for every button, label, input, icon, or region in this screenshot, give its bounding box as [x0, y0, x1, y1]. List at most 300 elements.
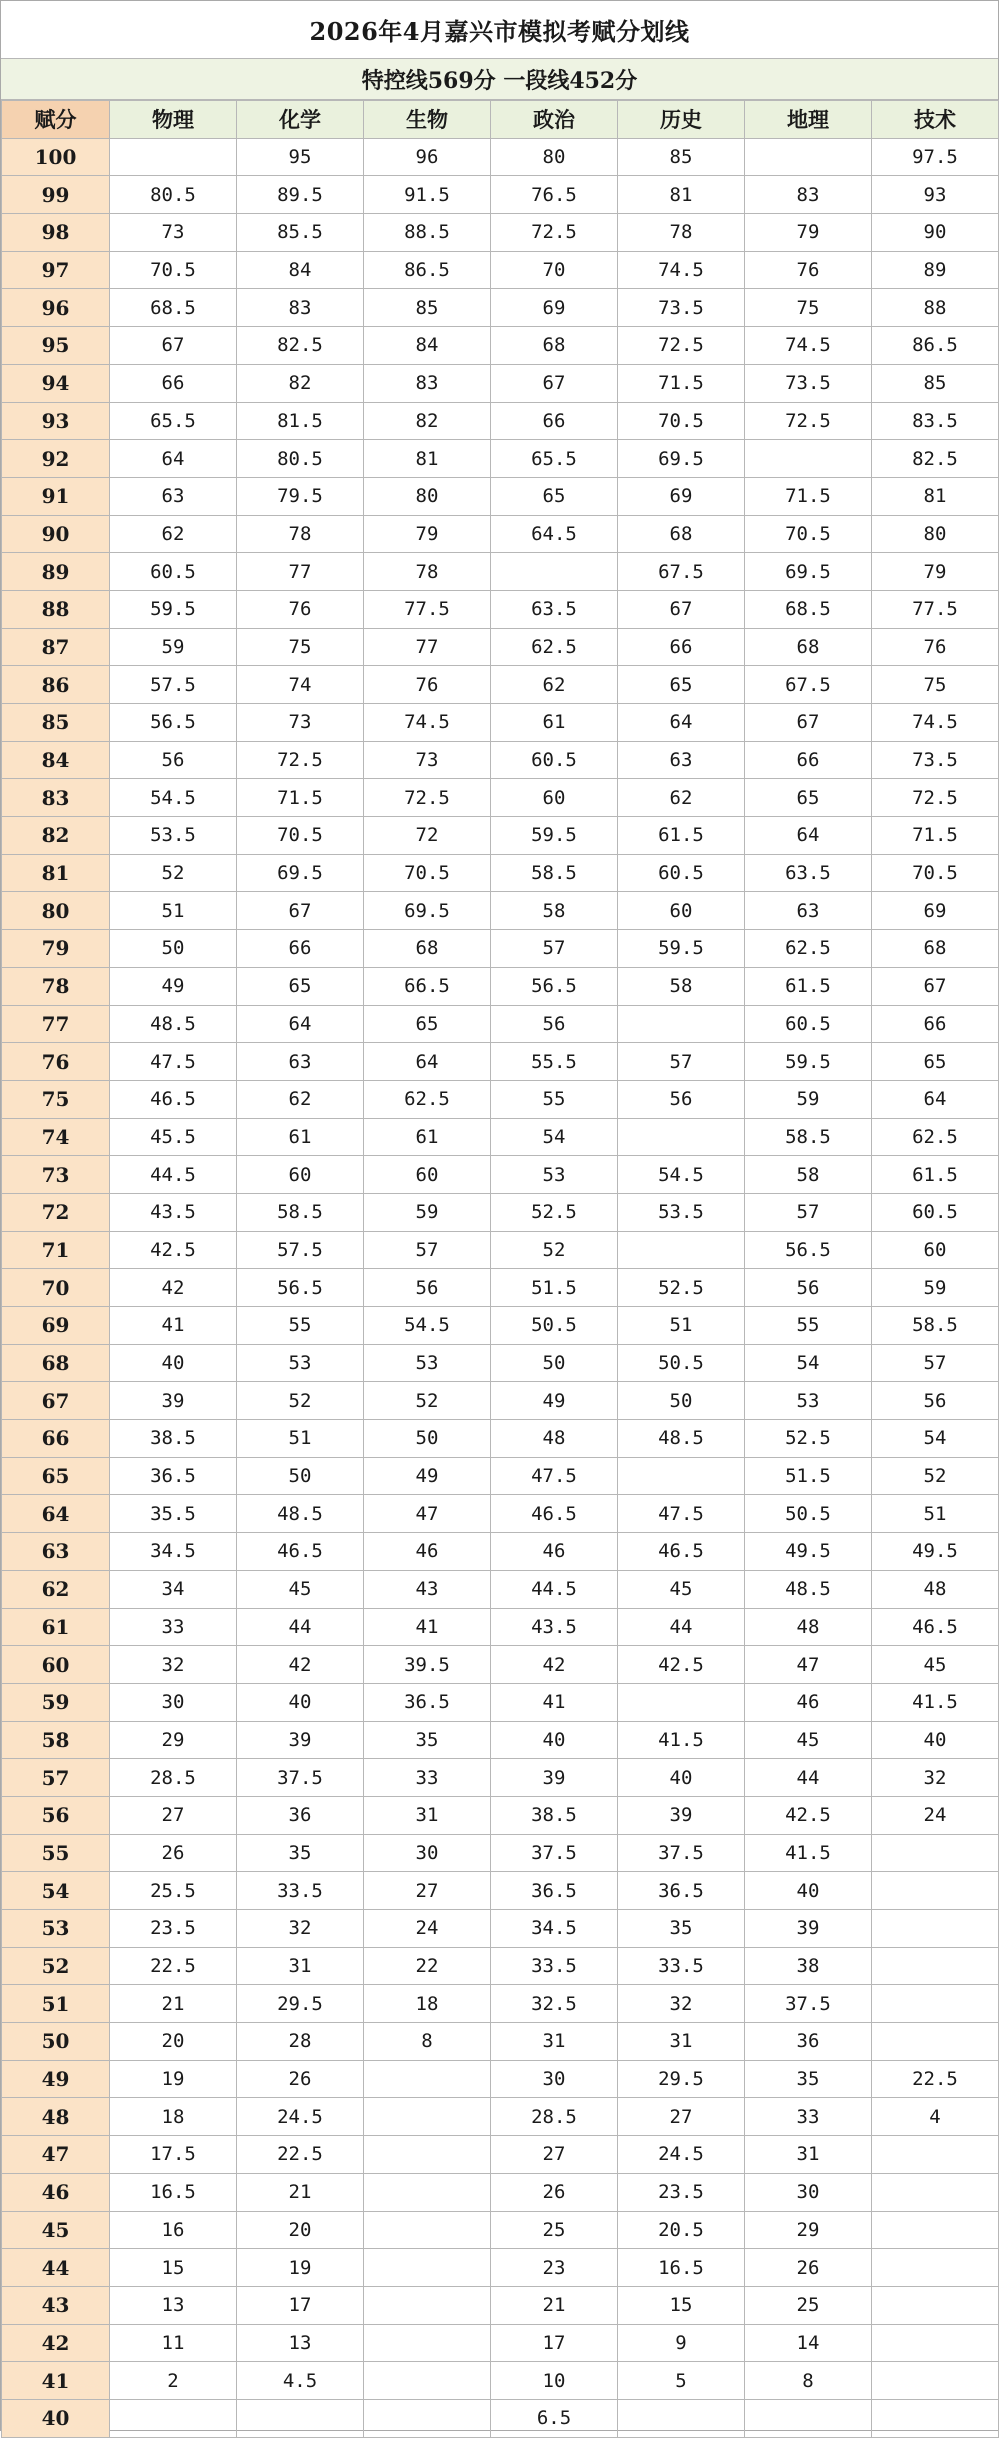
score-cell: 97 — [2, 251, 110, 289]
raw-score-cell: 24 — [364, 1910, 491, 1948]
raw-score-cell: 25 — [745, 2286, 872, 2324]
table-row — [2, 741, 999, 779]
score-cell: 77 — [2, 1005, 110, 1043]
raw-score-cell: 60.5 — [110, 553, 237, 591]
score-cell: 45 — [2, 2211, 110, 2249]
raw-score-cell: 68.5 — [745, 590, 872, 628]
score-cell: 75 — [2, 1080, 110, 1118]
raw-score-cell: 58.5 — [872, 1307, 999, 1345]
raw-score-cell: 71.5 — [618, 364, 745, 402]
raw-score-cell: 79 — [872, 553, 999, 591]
raw-score-cell: 50.5 — [491, 1307, 618, 1345]
raw-score-cell: 80.5 — [110, 176, 237, 214]
score-cell: 54 — [2, 1872, 110, 1910]
raw-score-cell: 86.5 — [364, 251, 491, 289]
raw-score-cell: 52 — [872, 1457, 999, 1495]
raw-score-cell: 54 — [872, 1420, 999, 1458]
score-cell: 46 — [2, 2173, 110, 2211]
raw-score-cell: 32.5 — [491, 1985, 618, 2023]
table-row — [2, 1985, 999, 2023]
raw-score-cell: 52.5 — [745, 1420, 872, 1458]
raw-score-cell: 58.5 — [237, 1193, 364, 1231]
raw-score-cell: 18 — [364, 1985, 491, 2023]
raw-score-cell: 80 — [364, 477, 491, 515]
score-cell: 91 — [2, 477, 110, 515]
raw-score-cell — [745, 2399, 872, 2437]
raw-score-cell: 51 — [110, 892, 237, 930]
raw-score-cell: 89 — [872, 251, 999, 289]
table-row — [2, 364, 999, 402]
raw-score-cell: 49.5 — [872, 1533, 999, 1571]
raw-score-cell: 48 — [491, 1420, 618, 1458]
raw-score-cell: 75 — [872, 666, 999, 704]
table-row — [2, 1005, 999, 1043]
score-cell: 60 — [2, 1646, 110, 1684]
raw-score-cell: 15 — [618, 2286, 745, 2324]
raw-score-cell: 50 — [364, 1420, 491, 1458]
raw-score-cell: 78 — [237, 515, 364, 553]
raw-score-cell: 30 — [491, 2060, 618, 2098]
raw-score-cell: 52 — [237, 1382, 364, 1420]
raw-score-cell: 72.5 — [745, 402, 872, 440]
raw-score-cell: 62 — [491, 666, 618, 704]
raw-score-cell: 54.5 — [618, 1156, 745, 1194]
raw-score-cell: 61 — [364, 1118, 491, 1156]
raw-score-cell: 47.5 — [491, 1457, 618, 1495]
score-cell: 74 — [2, 1118, 110, 1156]
raw-score-cell: 59 — [110, 628, 237, 666]
raw-score-cell: 42.5 — [618, 1646, 745, 1684]
raw-score-cell: 88 — [872, 289, 999, 327]
raw-score-cell: 73.5 — [745, 364, 872, 402]
table-row — [2, 628, 999, 666]
raw-score-cell: 43.5 — [491, 1608, 618, 1646]
raw-score-cell: 37.5 — [618, 1834, 745, 1872]
table-row — [2, 138, 999, 176]
raw-score-cell: 62.5 — [364, 1080, 491, 1118]
score-cell: 98 — [2, 214, 110, 252]
raw-score-cell: 28.5 — [110, 1759, 237, 1797]
raw-score-cell — [364, 2286, 491, 2324]
table-row — [2, 1118, 999, 1156]
raw-score-cell — [745, 138, 872, 176]
table-row — [2, 1382, 999, 1420]
score-cell: 94 — [2, 364, 110, 402]
raw-score-cell: 46.5 — [872, 1608, 999, 1646]
raw-score-cell: 46 — [745, 1683, 872, 1721]
raw-score-cell — [618, 2399, 745, 2437]
score-cell: 92 — [2, 440, 110, 478]
raw-score-cell: 34 — [110, 1570, 237, 1608]
raw-score-cell: 44 — [237, 1608, 364, 1646]
raw-score-cell: 32 — [110, 1646, 237, 1684]
score-cell: 67 — [2, 1382, 110, 1420]
raw-score-cell: 58 — [618, 967, 745, 1005]
raw-score-cell: 47 — [745, 1646, 872, 1684]
score-cell: 93 — [2, 402, 110, 440]
raw-score-cell: 58.5 — [745, 1118, 872, 1156]
raw-score-cell — [872, 2362, 999, 2400]
raw-score-cell: 97.5 — [872, 138, 999, 176]
score-cell: 61 — [2, 1608, 110, 1646]
raw-score-cell: 66.5 — [364, 967, 491, 1005]
raw-score-cell: 80.5 — [237, 440, 364, 478]
raw-score-cell: 42 — [491, 1646, 618, 1684]
raw-score-cell: 25.5 — [110, 1872, 237, 1910]
raw-score-cell: 11 — [110, 2324, 237, 2362]
raw-score-cell: 44.5 — [491, 1570, 618, 1608]
raw-score-cell: 65.5 — [110, 402, 237, 440]
table-row — [2, 1231, 999, 1269]
score-table — [1, 100, 999, 2438]
raw-score-cell: 68 — [491, 327, 618, 365]
raw-score-cell: 17 — [237, 2286, 364, 2324]
raw-score-cell: 24.5 — [237, 2098, 364, 2136]
column-header-score: 赋分 — [2, 101, 110, 139]
raw-score-cell — [872, 2249, 999, 2287]
raw-score-cell: 83 — [745, 176, 872, 214]
raw-score-cell: 29 — [110, 1721, 237, 1759]
score-cell: 59 — [2, 1683, 110, 1721]
raw-score-cell: 38.5 — [110, 1420, 237, 1458]
raw-score-cell: 46.5 — [110, 1080, 237, 1118]
raw-score-cell: 13 — [237, 2324, 364, 2362]
table-row — [2, 251, 999, 289]
table-row — [2, 1533, 999, 1571]
raw-score-cell: 26 — [745, 2249, 872, 2287]
raw-score-cell: 41 — [110, 1307, 237, 1345]
table-row — [2, 176, 999, 214]
raw-score-cell: 31 — [237, 1947, 364, 1985]
raw-score-cell: 55 — [745, 1307, 872, 1345]
score-cell: 90 — [2, 515, 110, 553]
raw-score-cell: 66 — [618, 628, 745, 666]
raw-score-cell: 72.5 — [364, 779, 491, 817]
raw-score-cell: 17 — [491, 2324, 618, 2362]
raw-score-cell: 46.5 — [618, 1533, 745, 1571]
score-cell: 78 — [2, 967, 110, 1005]
table-row — [2, 704, 999, 742]
raw-score-cell: 19 — [237, 2249, 364, 2287]
raw-score-cell: 59 — [872, 1269, 999, 1307]
raw-score-cell: 63 — [618, 741, 745, 779]
raw-score-cell — [618, 1683, 745, 1721]
raw-score-cell: 48.5 — [745, 1570, 872, 1608]
raw-score-cell: 10 — [491, 2362, 618, 2400]
raw-score-cell: 83 — [364, 364, 491, 402]
raw-score-cell: 52 — [110, 854, 237, 892]
raw-score-cell: 35 — [237, 1834, 364, 1872]
raw-score-cell: 23.5 — [618, 2173, 745, 2211]
raw-score-cell — [364, 2399, 491, 2437]
cutoff-bar — [1, 59, 998, 100]
raw-score-cell: 64 — [364, 1043, 491, 1081]
table-row — [2, 1947, 999, 1985]
raw-score-cell: 6.5 — [491, 2399, 618, 2437]
raw-score-cell: 15 — [110, 2249, 237, 2287]
raw-score-cell: 66 — [872, 1005, 999, 1043]
raw-score-cell: 61.5 — [872, 1156, 999, 1194]
score-cell: 71 — [2, 1231, 110, 1269]
raw-score-cell: 39.5 — [364, 1646, 491, 1684]
raw-score-cell: 50 — [618, 1382, 745, 1420]
raw-score-cell: 39 — [745, 1910, 872, 1948]
raw-score-cell — [110, 138, 237, 176]
table-row — [2, 2399, 999, 2437]
raw-score-cell: 60.5 — [618, 854, 745, 892]
column-header-subject: 历史 — [618, 101, 745, 139]
raw-score-cell: 47.5 — [110, 1043, 237, 1081]
score-cell: 40 — [2, 2399, 110, 2437]
raw-score-cell: 42 — [110, 1269, 237, 1307]
raw-score-cell: 25 — [491, 2211, 618, 2249]
raw-score-cell: 61.5 — [745, 967, 872, 1005]
raw-score-cell: 22.5 — [237, 2136, 364, 2174]
raw-score-cell: 56.5 — [745, 1231, 872, 1269]
raw-score-cell: 51.5 — [745, 1457, 872, 1495]
raw-score-cell: 8 — [364, 2023, 491, 2061]
raw-score-cell: 69.5 — [237, 854, 364, 892]
raw-score-cell: 42.5 — [745, 1796, 872, 1834]
raw-score-cell: 19 — [110, 2060, 237, 2098]
table-row — [2, 1193, 999, 1231]
raw-score-cell: 57.5 — [110, 666, 237, 704]
raw-score-cell: 60 — [872, 1231, 999, 1269]
table-row — [2, 779, 999, 817]
raw-score-cell: 14 — [745, 2324, 872, 2362]
table-row — [2, 2211, 999, 2249]
raw-score-cell: 17.5 — [110, 2136, 237, 2174]
raw-score-cell: 18 — [110, 2098, 237, 2136]
table-row — [2, 1608, 999, 1646]
raw-score-cell: 26 — [110, 1834, 237, 1872]
raw-score-cell: 42.5 — [110, 1231, 237, 1269]
raw-score-cell: 65 — [872, 1043, 999, 1081]
table-row — [2, 930, 999, 968]
raw-score-cell: 76 — [745, 251, 872, 289]
score-cell: 50 — [2, 2023, 110, 2061]
raw-score-cell: 34.5 — [491, 1910, 618, 1948]
raw-score-cell: 75 — [745, 289, 872, 327]
raw-score-cell: 83.5 — [872, 402, 999, 440]
raw-score-cell: 77.5 — [364, 590, 491, 628]
raw-score-cell: 65 — [745, 779, 872, 817]
raw-score-cell: 52.5 — [618, 1269, 745, 1307]
score-cell: 53 — [2, 1910, 110, 1948]
raw-score-cell: 84 — [237, 251, 364, 289]
score-cell: 64 — [2, 1495, 110, 1533]
table-row — [2, 402, 999, 440]
score-cell: 52 — [2, 1947, 110, 1985]
raw-score-cell: 67 — [872, 967, 999, 1005]
raw-score-cell: 66 — [237, 930, 364, 968]
raw-score-cell: 35 — [618, 1910, 745, 1948]
raw-score-cell — [618, 1231, 745, 1269]
raw-score-cell: 93 — [872, 176, 999, 214]
score-cell: 48 — [2, 2098, 110, 2136]
table-row — [2, 1759, 999, 1797]
raw-score-cell: 53 — [745, 1382, 872, 1420]
raw-score-cell: 41 — [364, 1608, 491, 1646]
raw-score-cell: 41.5 — [872, 1683, 999, 1721]
raw-score-cell: 72 — [364, 817, 491, 855]
raw-score-cell: 73 — [237, 704, 364, 742]
raw-score-cell: 44 — [618, 1608, 745, 1646]
raw-score-cell: 56.5 — [237, 1269, 364, 1307]
table-row — [2, 1872, 999, 1910]
raw-score-cell: 66 — [110, 364, 237, 402]
raw-score-cell: 62 — [110, 515, 237, 553]
raw-score-cell — [110, 2399, 237, 2437]
raw-score-cell: 82.5 — [872, 440, 999, 478]
table-row — [2, 2324, 999, 2362]
raw-score-cell: 71.5 — [872, 817, 999, 855]
score-cell: 100 — [2, 138, 110, 176]
raw-score-cell: 45 — [745, 1721, 872, 1759]
raw-score-cell: 95 — [237, 138, 364, 176]
raw-score-cell: 29.5 — [618, 2060, 745, 2098]
raw-score-cell: 57 — [491, 930, 618, 968]
raw-score-cell: 59 — [745, 1080, 872, 1118]
raw-score-cell: 59.5 — [110, 590, 237, 628]
score-cell: 84 — [2, 741, 110, 779]
raw-score-cell: 72.5 — [491, 214, 618, 252]
raw-score-cell: 33 — [110, 1608, 237, 1646]
raw-score-cell: 47.5 — [618, 1495, 745, 1533]
raw-score-cell: 66 — [745, 741, 872, 779]
table-row — [2, 2362, 999, 2400]
raw-score-cell: 51 — [618, 1307, 745, 1345]
raw-score-cell: 50 — [237, 1457, 364, 1495]
raw-score-cell: 67 — [237, 892, 364, 930]
raw-score-cell: 46.5 — [237, 1533, 364, 1571]
table-row — [2, 289, 999, 327]
raw-score-cell: 33 — [745, 2098, 872, 2136]
raw-score-cell: 22.5 — [110, 1947, 237, 1985]
raw-score-cell: 73.5 — [872, 741, 999, 779]
raw-score-cell: 57 — [745, 1193, 872, 1231]
raw-score-cell: 27 — [110, 1796, 237, 1834]
score-cell: 42 — [2, 2324, 110, 2362]
raw-score-cell: 79 — [745, 214, 872, 252]
raw-score-cell: 24.5 — [618, 2136, 745, 2174]
raw-score-cell: 69.5 — [364, 892, 491, 930]
raw-score-cell: 56 — [745, 1269, 872, 1307]
raw-score-cell: 57 — [364, 1231, 491, 1269]
raw-score-cell: 31 — [745, 2136, 872, 2174]
score-cell: 82 — [2, 817, 110, 855]
raw-score-cell: 20 — [237, 2211, 364, 2249]
column-header-subject: 政治 — [491, 101, 618, 139]
raw-score-cell: 44 — [745, 1759, 872, 1797]
raw-score-cell: 63 — [237, 1043, 364, 1081]
raw-score-cell — [364, 2362, 491, 2400]
raw-score-cell — [237, 2399, 364, 2437]
raw-score-cell: 58 — [491, 892, 618, 930]
raw-score-cell: 58 — [745, 1156, 872, 1194]
raw-score-cell: 64 — [872, 1080, 999, 1118]
raw-score-cell — [745, 440, 872, 478]
raw-score-cell: 52.5 — [491, 1193, 618, 1231]
raw-score-cell: 45.5 — [110, 1118, 237, 1156]
score-cell: 72 — [2, 1193, 110, 1231]
raw-score-cell: 67 — [745, 704, 872, 742]
raw-score-cell: 26 — [237, 2060, 364, 2098]
raw-score-cell: 46 — [491, 1533, 618, 1571]
table-row — [2, 1307, 999, 1345]
raw-score-cell — [364, 2324, 491, 2362]
raw-score-cell: 50.5 — [745, 1495, 872, 1533]
raw-score-cell: 77 — [237, 553, 364, 591]
raw-score-cell: 66 — [491, 402, 618, 440]
raw-score-cell — [872, 2023, 999, 2061]
raw-score-cell: 50.5 — [618, 1344, 745, 1382]
table-row — [2, 1683, 999, 1721]
raw-score-cell: 68.5 — [110, 289, 237, 327]
raw-score-cell: 70 — [491, 251, 618, 289]
score-cell: 55 — [2, 1834, 110, 1872]
raw-score-cell: 62.5 — [745, 930, 872, 968]
raw-score-cell: 38.5 — [491, 1796, 618, 1834]
raw-score-cell: 65 — [618, 666, 745, 704]
raw-score-cell: 37.5 — [237, 1759, 364, 1797]
raw-score-cell: 20.5 — [618, 2211, 745, 2249]
raw-score-cell: 63 — [110, 477, 237, 515]
raw-score-cell: 55.5 — [491, 1043, 618, 1081]
table-row — [2, 1721, 999, 1759]
raw-score-cell: 74 — [237, 666, 364, 704]
table-row — [2, 2060, 999, 2098]
raw-score-cell: 21 — [491, 2286, 618, 2324]
raw-score-cell: 74.5 — [618, 251, 745, 289]
raw-score-cell: 53 — [491, 1156, 618, 1194]
raw-score-cell: 56 — [618, 1080, 745, 1118]
table-row — [2, 553, 999, 591]
raw-score-cell — [491, 553, 618, 591]
raw-score-cell: 50 — [491, 1344, 618, 1382]
column-header-subject: 化学 — [237, 101, 364, 139]
raw-score-cell: 20 — [110, 2023, 237, 2061]
raw-score-cell: 62.5 — [491, 628, 618, 666]
raw-score-cell: 67.5 — [745, 666, 872, 704]
score-cell: 47 — [2, 2136, 110, 2174]
raw-score-cell: 48.5 — [110, 1005, 237, 1043]
table-row — [2, 1344, 999, 1382]
raw-score-cell — [872, 2173, 999, 2211]
table-row — [2, 2173, 999, 2211]
score-cell: 73 — [2, 1156, 110, 1194]
raw-score-cell: 46 — [364, 1533, 491, 1571]
raw-score-cell — [364, 2173, 491, 2211]
raw-score-cell: 51 — [872, 1495, 999, 1533]
raw-score-cell: 77 — [364, 628, 491, 666]
table-row — [2, 1910, 999, 1948]
raw-score-cell: 33.5 — [491, 1947, 618, 1985]
raw-score-cell: 64.5 — [491, 515, 618, 553]
raw-score-cell — [364, 2136, 491, 2174]
raw-score-cell: 33.5 — [237, 1872, 364, 1910]
raw-score-cell: 48.5 — [237, 1495, 364, 1533]
raw-score-cell: 82.5 — [237, 327, 364, 365]
raw-score-cell: 74.5 — [745, 327, 872, 365]
raw-score-cell: 37.5 — [745, 1985, 872, 2023]
score-cell: 41 — [2, 2362, 110, 2400]
raw-score-cell: 48 — [745, 1608, 872, 1646]
cutoff-line-text: 特控线569分 一段线452分 — [361, 67, 638, 94]
raw-score-cell: 75 — [237, 628, 364, 666]
raw-score-cell: 85 — [872, 364, 999, 402]
raw-score-cell: 68 — [745, 628, 872, 666]
